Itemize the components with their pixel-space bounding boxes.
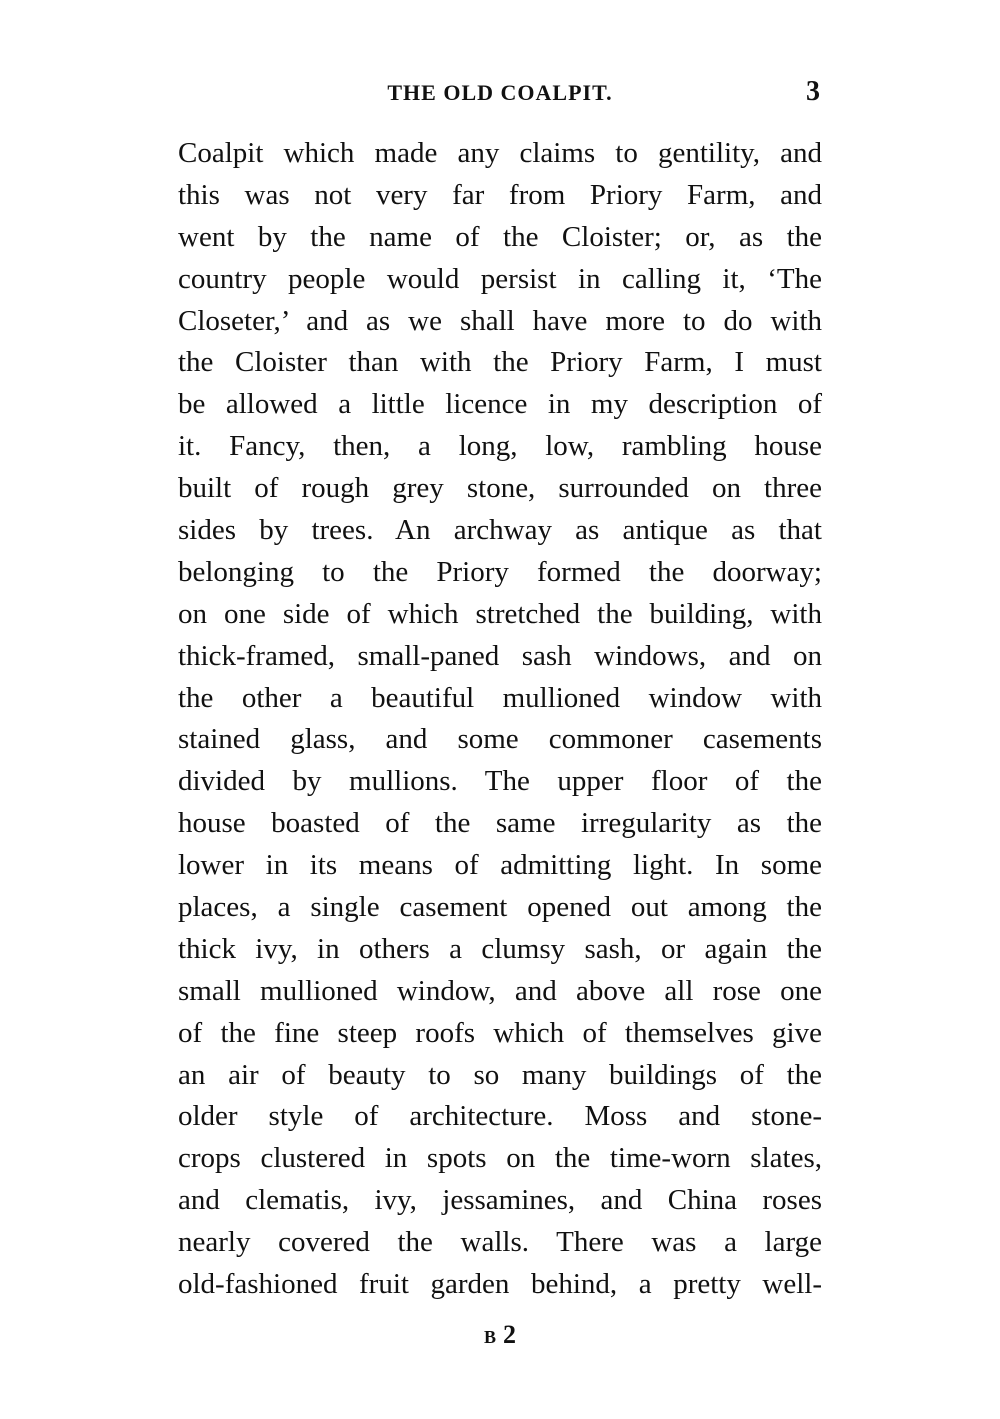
running-title: THE OLD COALPIT. (387, 80, 613, 105)
text-line: of the fine steep roofs which of themselves give (178, 1016, 822, 1049)
text-line: this was not very far from Priory Farm, and (178, 178, 822, 211)
signature-letter: B (483, 1327, 497, 1347)
text-line: built of rough grey stone, surrounded on three (178, 472, 822, 505)
text-line: it. Fancy, then, a long, low, rambling house (178, 430, 822, 463)
text-line: on one side of which stretched the building, with (178, 597, 822, 630)
text-line: divided by mullions. The upper floor of the (178, 765, 822, 798)
text-line: Coalpit which made any claims to gentility, and (178, 137, 822, 169)
text-line: stained glass, and some commoner casements (178, 723, 822, 756)
text-line: an air of beauty to so many buildings of the (178, 1058, 822, 1091)
text-line: thick-framed, small-paned sash windows, and on (178, 639, 822, 672)
text-line: went by the name of the Cloister; or, as the (178, 220, 822, 253)
text-line: house boasted of the same irregularity as the (178, 807, 822, 840)
text-line: places, a single casement opened out among the (178, 891, 822, 924)
text-line: thick ivy, in others a clumsy sash, or again the (178, 932, 822, 965)
text-line: the other a beautiful mullioned window with (178, 681, 822, 714)
text-line: sides by trees. An archway as antique as that (178, 514, 822, 547)
signature-number: 2 (503, 1320, 516, 1349)
text-line: country people would persist in calling it, ‘The (178, 262, 822, 295)
text-line: belonging to the Priory formed the doorway; (178, 555, 822, 588)
text-line: and clematis, ivy, jessamines, and China roses (178, 1184, 822, 1217)
running-head (178, 76, 822, 112)
page-number: 3 (806, 76, 820, 107)
text-line: old-fashioned fruit garden behind, a pretty well- (178, 1268, 822, 1301)
signature-mark (0, 1320, 1000, 1350)
text-line: small mullioned window, and above all rose one (178, 974, 822, 1007)
text-line: lower in its means of admitting light. In some (178, 849, 822, 882)
text-line: older style of architecture. Moss and stone- (178, 1100, 822, 1133)
body-text (178, 133, 822, 1306)
text-line: be allowed a little licence in my description of (178, 388, 822, 421)
text-line: the Cloister than with the Priory Farm, I must (178, 346, 822, 379)
text-line: crops clustered in spots on the time-worn slates, (178, 1142, 822, 1175)
text-line: Closeter,’ and as we shall have more to do with (178, 304, 822, 337)
text-line: nearly covered the walls. There was a large (178, 1226, 822, 1259)
